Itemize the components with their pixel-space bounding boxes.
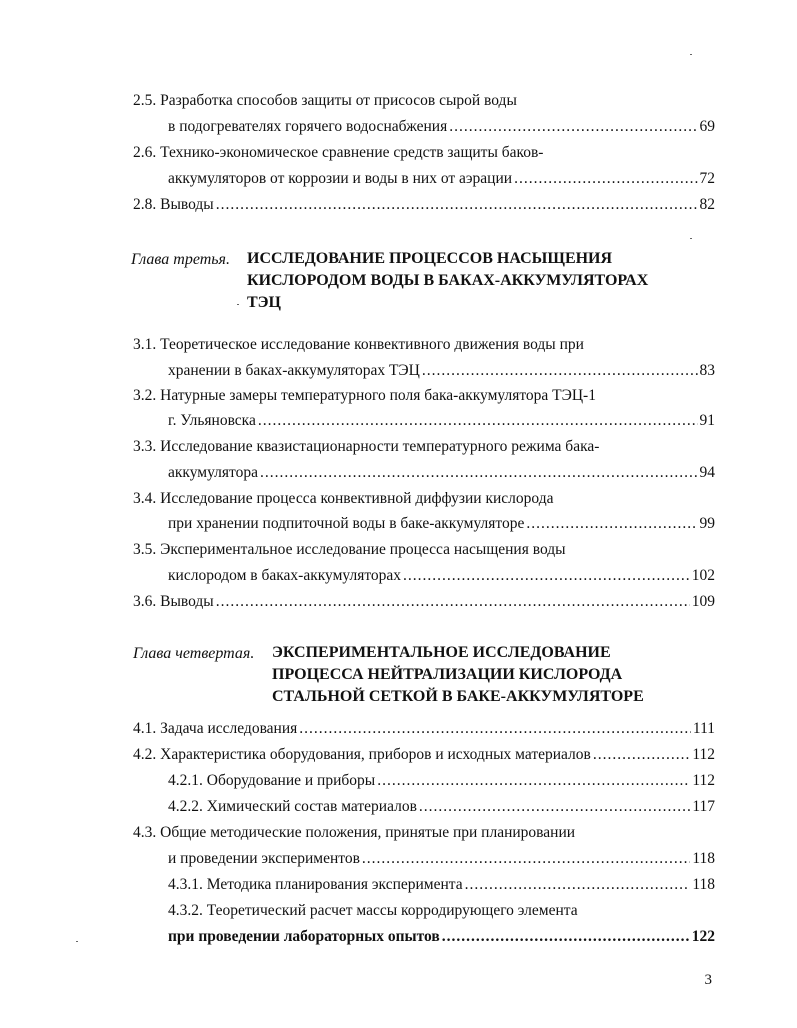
toc-entry-3-5-line2: кислородом в баках-аккумуляторах	[168, 567, 402, 584]
chapter-4-title-line1: ЭКСПЕРИМЕНТАЛЬНОЕ ИССЛЕДОВАНИЕ	[272, 644, 611, 661]
leader-dots	[465, 876, 691, 894]
toc-entry-4-2-1[interactable]	[168, 772, 715, 792]
toc-entry-4-3[interactable]	[168, 850, 715, 870]
chapter-4-title-line2: ПРОЦЕССА НЕЙТРАЛИЗАЦИИ КИСЛОРОДА	[272, 666, 623, 683]
toc-entry-2-6[interactable]	[168, 170, 715, 190]
toc-entry-2-5-line1: 2.5. Разработка способов защиты от присосов сырой воды	[133, 92, 517, 109]
toc-entry-4-1[interactable]	[133, 720, 715, 740]
scan-speck	[690, 238, 692, 239]
toc-entry-2-6-line1: 2.6. Технико-экономическое сравнение средств защиты баков-	[133, 144, 544, 161]
leader-dots	[514, 170, 697, 188]
toc-page-number: 69	[699, 118, 715, 135]
toc-entry-4-2[interactable]	[133, 746, 715, 766]
toc-entry-2-5[interactable]	[168, 118, 715, 138]
toc-entry-3-5[interactable]	[168, 567, 715, 587]
scan-speck	[76, 941, 78, 942]
toc-entry-3-2[interactable]	[168, 412, 715, 432]
toc-entry-2-8-text: 2.8. Выводы	[133, 196, 214, 213]
chapter-4-label: Глава четвертая.	[133, 645, 255, 662]
toc-page-number: 82	[699, 196, 715, 213]
toc-entry-4-1-text: 4.1. Задача исследования	[133, 720, 298, 737]
chapter-4-title-line3: СТАЛЬНОЙ СЕТКОЙ В БАКЕ-АККУМУЛЯТОРЕ	[272, 688, 644, 705]
toc-entry-4-3-line2: и проведении экспериментов	[168, 850, 360, 867]
leader-dots	[419, 798, 690, 816]
toc-entry-3-4-line1: 3.4. Исследование процесса конвективной диффузии кислорода	[133, 490, 554, 507]
toc-page-number: 102	[691, 567, 715, 584]
toc-page-number: 99	[699, 515, 715, 532]
toc-entry-3-3-line2: аккумулятора	[168, 464, 258, 481]
toc-entry-4-2-2[interactable]	[168, 798, 715, 818]
toc-page-number: 112	[692, 772, 715, 789]
toc-entry-4-3-line1: 4.3. Общие методические положения, принятые при планировании	[133, 824, 576, 841]
toc-entry-3-1[interactable]	[168, 362, 715, 382]
chapter-3-title-line3: ТЭЦ	[247, 294, 281, 311]
toc-page-number: 83	[699, 362, 715, 379]
toc-entry-3-4[interactable]	[168, 515, 715, 535]
toc-entry-3-2-line2: г. Ульяновска	[168, 412, 256, 429]
toc-entry-3-3[interactable]	[168, 464, 715, 484]
toc-page-number: 118	[692, 876, 715, 893]
leader-dots	[442, 928, 690, 946]
leader-dots	[299, 720, 691, 738]
toc-entry-2-8[interactable]	[133, 196, 715, 216]
toc-entry-4-3-1-text: 4.3.1. Методика планирования эксперимента	[168, 876, 463, 893]
toc-page-number: 117	[692, 798, 715, 815]
toc-entry-3-6-text: 3.6. Выводы	[133, 593, 214, 610]
toc-entry-2-6-line2: аккумуляторов от коррозии и воды в них от аэрации	[168, 170, 513, 187]
toc-entry-3-5-line1: 3.5. Экспериментальное исследование процесса насыщения воды	[133, 541, 566, 558]
scan-speck	[690, 54, 692, 55]
toc-entry-4-3-1[interactable]	[168, 876, 715, 896]
toc-page-number: 112	[692, 746, 715, 763]
toc-page-number: 111	[692, 720, 715, 737]
page-number: 3	[704, 972, 712, 988]
toc-entry-3-2-line1: 3.2. Натурные замеры температурного поля бака-аккумулятора ТЭЦ-1	[133, 387, 596, 404]
leader-dots	[216, 196, 698, 214]
toc-entry-4-3-2-line1: 4.3.2. Теоретический расчет массы корродирующего элемента	[168, 902, 578, 919]
toc-page-number: 109	[691, 593, 715, 610]
toc-page-number: 91	[699, 412, 715, 429]
leader-dots	[362, 850, 690, 868]
chapter-3-title-line2: КИСЛОРОДОМ ВОДЫ В БАКАХ-АККУМУЛЯТОРАХ	[247, 272, 649, 289]
toc-entry-3-3-line1: 3.3. Исследование квазистационарности температурного режима бака-	[133, 438, 600, 455]
toc-page-number: 94	[699, 464, 715, 481]
toc-entry-4-2-2-text: 4.2.2. Химический состав материалов	[168, 798, 417, 815]
leader-dots	[422, 362, 698, 380]
toc-page-number: 118	[692, 850, 715, 867]
toc-entry-3-1-line2: хранении в баках-аккумуляторах ТЭЦ	[168, 362, 420, 379]
chapter-3-label: Глава третья.	[131, 251, 230, 268]
toc-entry-4-2-text: 4.2. Характеристика оборудования, приборов и исходных материалов	[133, 746, 591, 763]
leader-dots	[449, 118, 697, 136]
leader-dots	[526, 515, 697, 533]
leader-dots	[260, 464, 698, 482]
toc-entry-4-3-2-line2: при проведении лабораторных опытов	[168, 928, 440, 945]
toc-page-number: 72	[699, 170, 715, 187]
toc-page-number: 122	[691, 928, 715, 945]
toc-entry-4-2-1-text: 4.2.1. Оборудование и приборы	[168, 772, 376, 789]
scan-speck	[237, 304, 239, 305]
leader-dots	[593, 746, 690, 764]
leader-dots	[258, 412, 698, 430]
toc-entry-3-1-line1: 3.1. Теоретическое исследование конвективного движения воды при	[133, 336, 584, 353]
leader-dots	[403, 567, 690, 585]
toc-entry-4-3-2[interactable]	[168, 928, 715, 948]
leader-dots	[377, 772, 690, 790]
toc-entry-2-5-line2: в подогревателях горячего водоснабжения	[168, 118, 448, 135]
toc-entry-3-6[interactable]	[133, 593, 715, 613]
leader-dots	[216, 593, 690, 611]
toc-entry-3-4-line2: при хранении подпиточной воды в баке-аккумуляторе	[168, 515, 525, 532]
chapter-3-title-line1: ИССЛЕДОВАНИЕ ПРОЦЕССОВ НАСЫЩЕНИЯ	[247, 250, 613, 267]
